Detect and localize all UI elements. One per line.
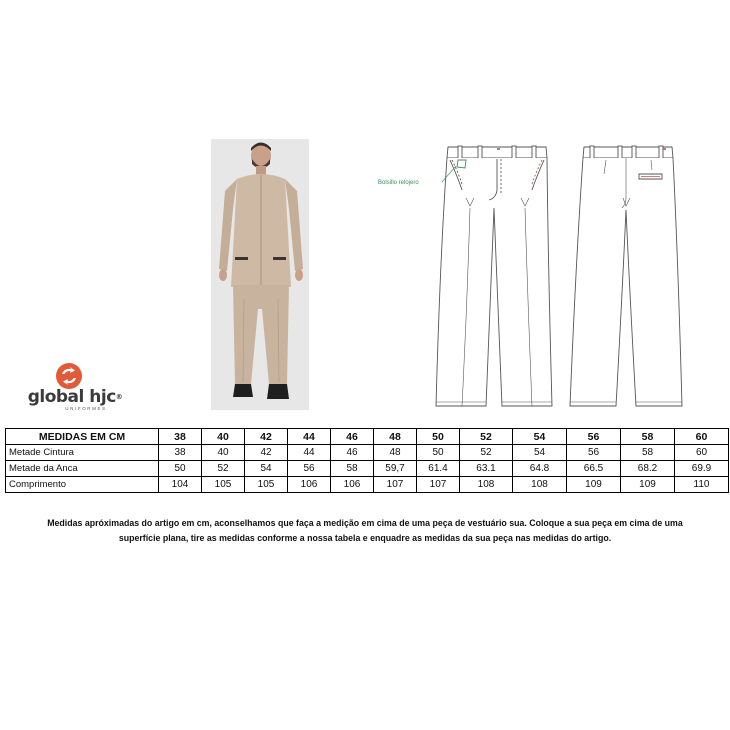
watch-pocket-callout: Bolsillo relojero [378, 180, 419, 186]
size-header: 56 [567, 429, 621, 445]
table-row [6, 445, 729, 461]
brand-name: global hjc® [27, 387, 123, 407]
table-cell: 105 [202, 477, 245, 493]
table-cell: 52 [202, 461, 245, 477]
recycle-arrows-icon [55, 362, 83, 390]
table-cell: 110 [675, 477, 729, 493]
table-cell: 69.9 [675, 461, 729, 477]
note-line: superfície plana, tire as medidas conforme a nossa tabela e enquadre as medidas da sua peça nas medidas do artigo. [118, 533, 612, 543]
size-header: 38 [159, 429, 202, 445]
table-cell: 40 [202, 445, 245, 461]
size-header: 58 [621, 429, 675, 445]
size-header: 48 [374, 429, 417, 445]
size-header: 44 [288, 429, 331, 445]
row-label: Metade da Anca [6, 461, 159, 477]
brand-logo [20, 362, 130, 410]
table-cell: 108 [460, 477, 513, 493]
size-header: 52 [460, 429, 513, 445]
table-row [6, 461, 729, 477]
table-cell: 56 [567, 445, 621, 461]
table-cell: 58 [621, 445, 675, 461]
table-cell: 59,7 [374, 461, 417, 477]
table-header-label: MEDIDAS EM CM [6, 429, 159, 445]
table-cell: 109 [567, 477, 621, 493]
product-photo [211, 139, 309, 410]
table-cell: 60 [675, 445, 729, 461]
size-table [5, 428, 729, 493]
table-cell: 50 [417, 445, 460, 461]
table-cell: 106 [331, 477, 374, 493]
table-cell: 106 [288, 477, 331, 493]
table-cell: 54 [245, 461, 288, 477]
size-header: 46 [331, 429, 374, 445]
table-cell: 46 [331, 445, 374, 461]
table-cell: 104 [159, 477, 202, 493]
table-cell: 52 [460, 445, 513, 461]
table-cell: 108 [513, 477, 567, 493]
trousers-front-view [436, 146, 552, 406]
table-cell: 56 [288, 461, 331, 477]
table-cell: 107 [374, 477, 417, 493]
size-header: 42 [245, 429, 288, 445]
table-cell: 48 [374, 445, 417, 461]
table-cell: 38 [159, 445, 202, 461]
table-cell: 107 [417, 477, 460, 493]
row-label: Comprimento [6, 477, 159, 493]
table-cell: 105 [245, 477, 288, 493]
table-cell: 50 [159, 461, 202, 477]
measurement-note [15, 516, 715, 546]
table-cell: 66.5 [567, 461, 621, 477]
table-cell: 61.4 [417, 461, 460, 477]
table-row [6, 477, 729, 493]
brand-subtitle: UNIFORMES [65, 406, 107, 411]
table-cell: 58 [331, 461, 374, 477]
row-label: Metade Cintura [6, 445, 159, 461]
table-cell: 68.2 [621, 461, 675, 477]
table-cell: 42 [245, 445, 288, 461]
trousers-technical-drawing [370, 138, 700, 413]
trousers-back-view [570, 146, 682, 406]
size-header: 40 [202, 429, 245, 445]
table-cell: 109 [621, 477, 675, 493]
table-cell: 54 [513, 445, 567, 461]
table-cell: 64.8 [513, 461, 567, 477]
size-header: 50 [417, 429, 460, 445]
table-header-row [6, 429, 729, 445]
table-cell: 63.1 [460, 461, 513, 477]
note-line: Medidas apróximadas do artigo em cm, aconselhamos que faça a medição em cima de uma peça de vestuário sua. Coloque a sua peça em cima de uma [47, 518, 683, 528]
size-header: 60 [675, 429, 729, 445]
size-header: 54 [513, 429, 567, 445]
table-cell: 44 [288, 445, 331, 461]
